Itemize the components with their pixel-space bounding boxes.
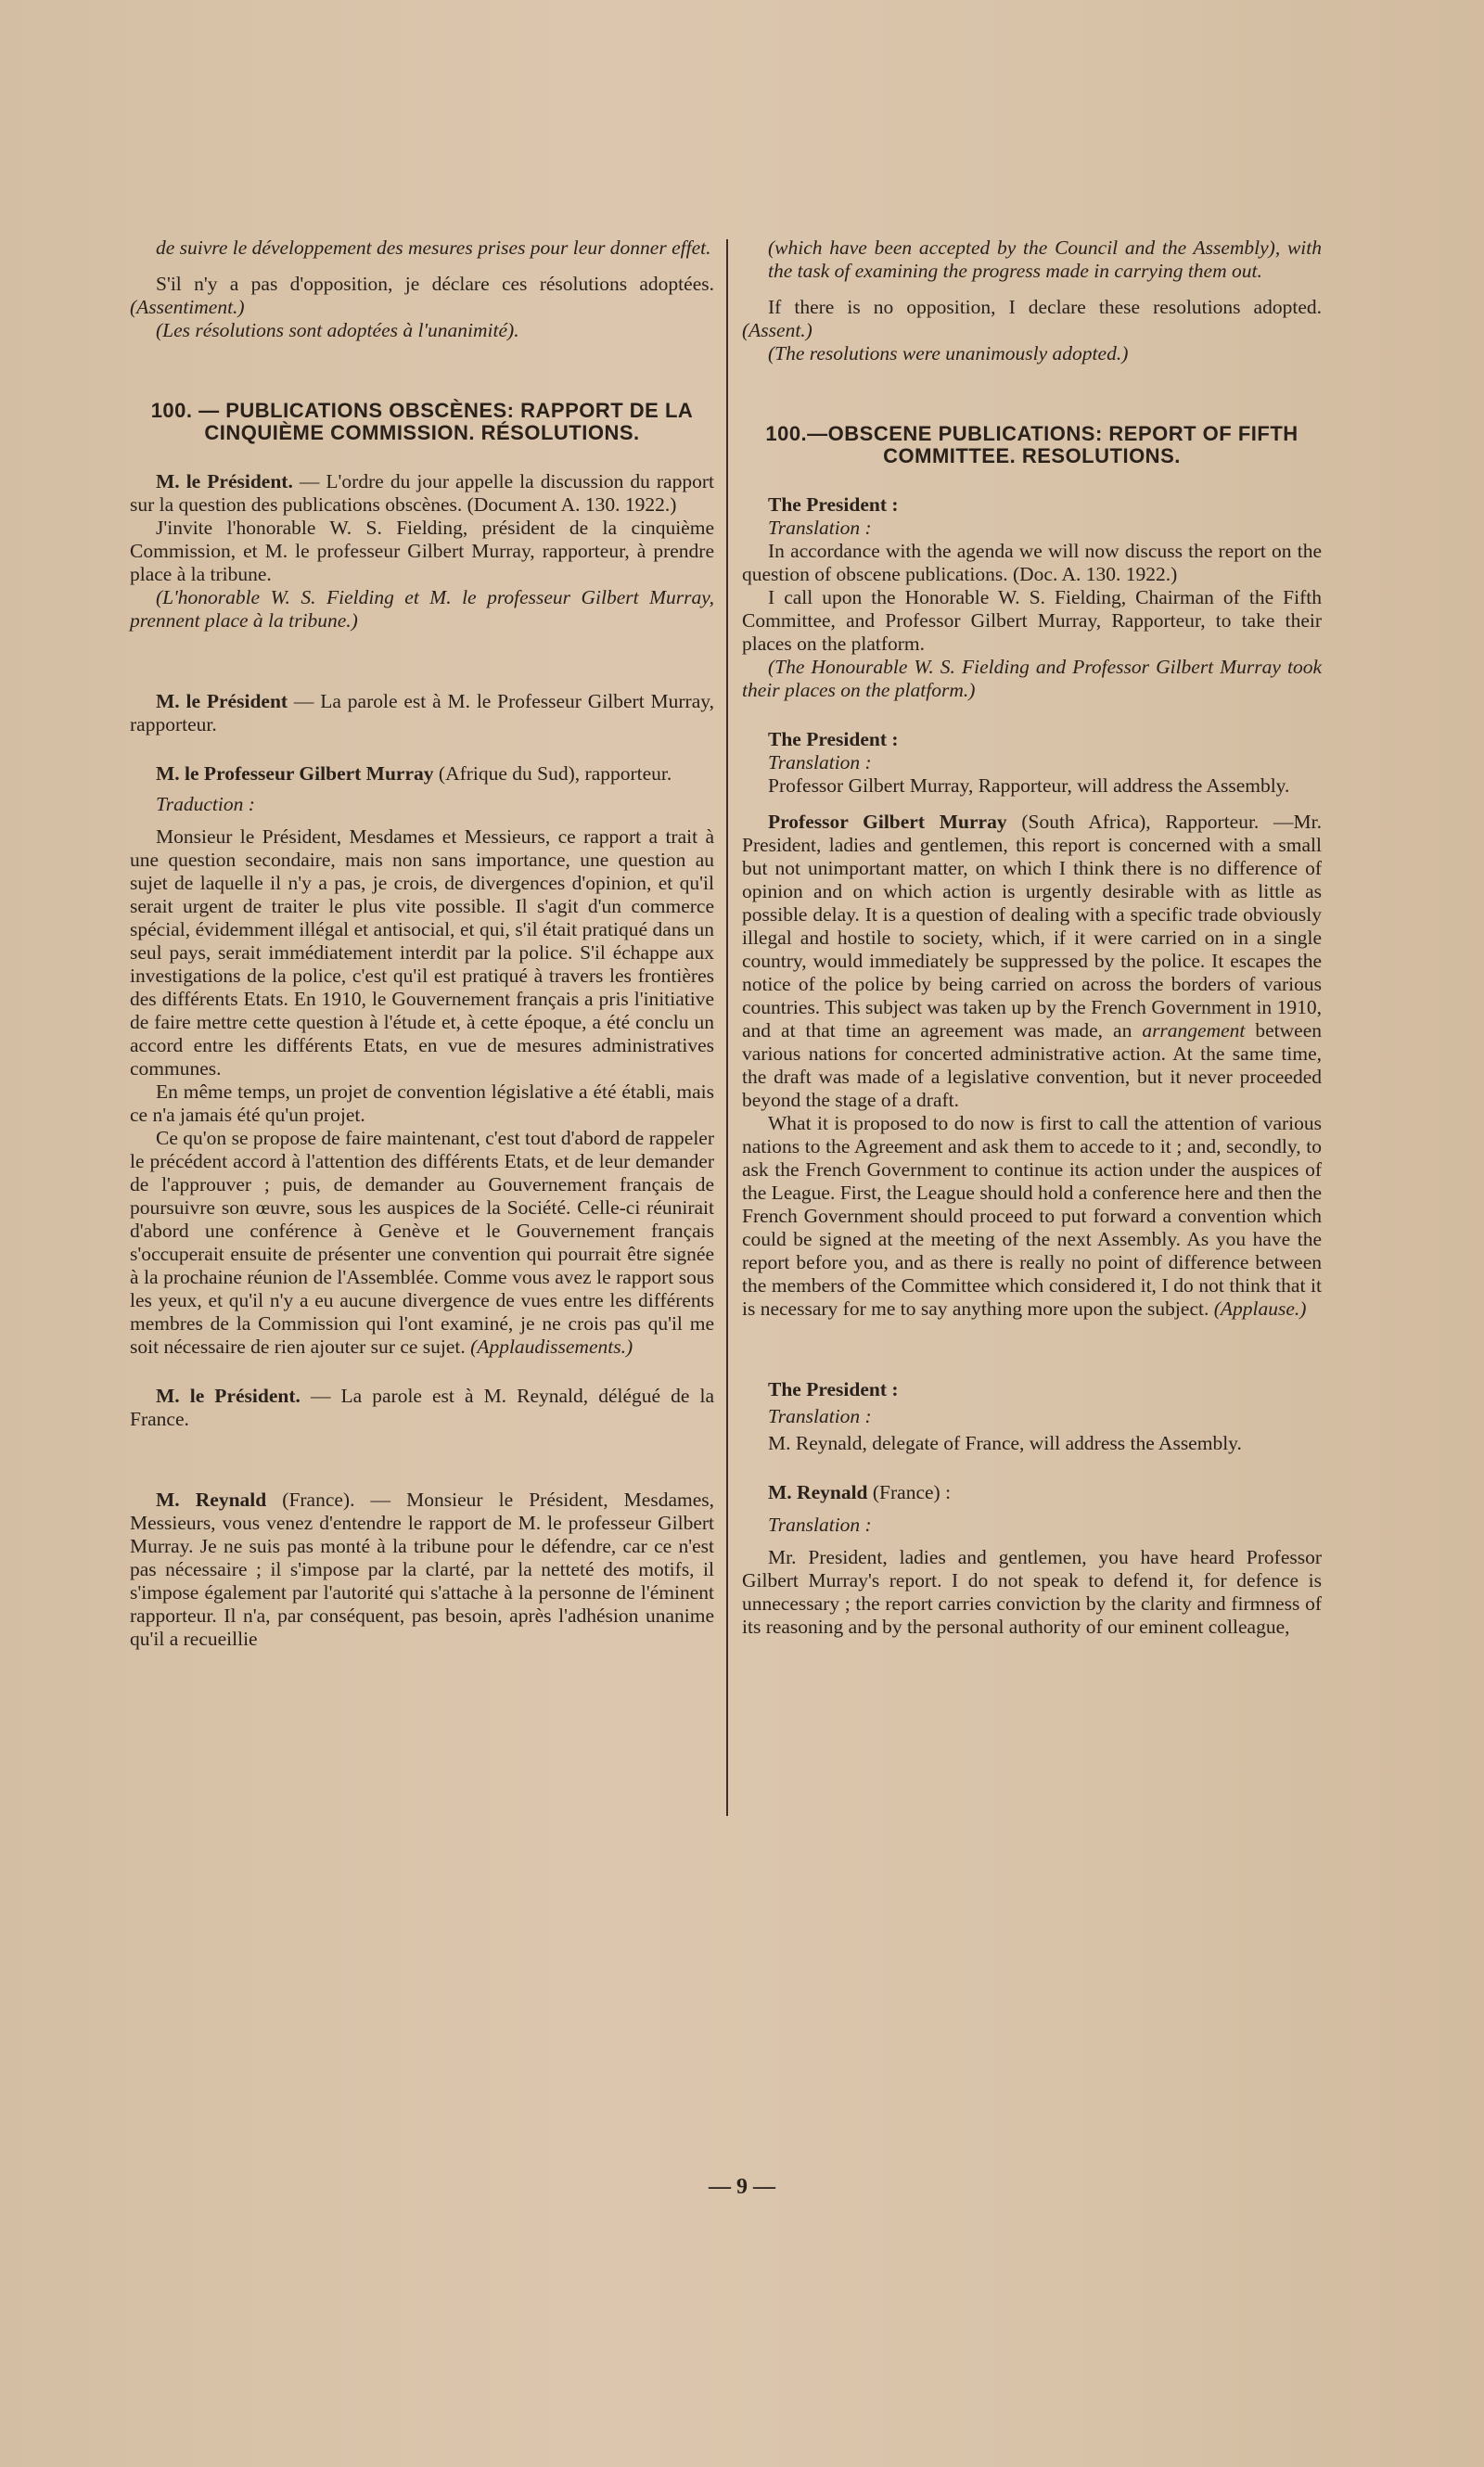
fr-stage-note: (L'honorable W. S. Fielding et M. le professeur Gilbert Murray, prennent place à la tribune.): [130, 586, 714, 632]
en-translation-label: Translation :: [768, 751, 872, 773]
en-president-2-text: Professor Gilbert Murray, Rapporteur, will address the Assembly.: [768, 774, 1290, 797]
page-number: — 9 —: [709, 2175, 775, 2199]
column-divider: [726, 239, 728, 1816]
en-applause-note: (Applause.): [1213, 1297, 1307, 1320]
en-continuation: (which have been accepted by the Council and the Assembly), with the task of examining the progress made in carrying them out.: [768, 236, 1322, 282]
en-reynald-speaker: [742, 1481, 1322, 1504]
fr-murray-intro: [130, 762, 714, 786]
french-column: [130, 236, 714, 1651]
fr-murray-p3: [130, 1127, 714, 1359]
speech-text: What it is proposed to do now is first to call the attention of various nations to the Agreement and ask them to accede to it ; and, secondly, to ask the French Government to continue its action under the auspices of the League. First, the League should hold a conference here and then the French Government should proceed to put forward a convention which could be signed at the meeting of the next Assembly. As you have the report before you, and as there is really no point of difference between the members of the Committee which considered it, I do not think that it is necessary for me to say anything more upon the subject.: [742, 1112, 1322, 1320]
fr-continuation: de suivre le développement des mesures prises pour leur donner effet.: [156, 236, 711, 259]
fr-traduction-label: Traduction :: [156, 793, 255, 815]
speaker-name: M. le Président: [156, 690, 288, 712]
en-assent-note: (Assent.): [742, 319, 812, 341]
emphasis-term: arrangement: [1142, 1019, 1246, 1042]
speech-text: between various nations for concerted administrative action. At the same time, the draft was made of a legislative convention, but it never proceeded beyond the stage of a draft.: [742, 1019, 1323, 1111]
en-adoption-paragraph: [742, 296, 1322, 342]
en-translation-label: Translation :: [768, 1514, 872, 1536]
speaker-name: M. le Président.: [156, 1385, 301, 1407]
speaker-name: M. Reynald: [768, 1481, 868, 1503]
en-murray: [742, 811, 1322, 1112]
fr-murray-p1: Monsieur le Président, Mesdames et Messieurs, ce rapport a trait à une question secondaire, mais non sans importance, une question au sujet de laquelle il n'y a pas, je crois, de divergences d'opinion, et qu'il serait urgent de traiter le plus vite possible. Il s'agit d'un commerce spécial, évidemment illégal et antisocial, et qui, s'il était pratiqué dans un seul pays, serait immédiatement interdit par la police. S'il échappe aux investigations de la police, c'est qu'il est pratiqué à travers les frontières des différents Etats. En 1910, le Gouvernement français a pris l'initiative de faire mettre cette question à l'étude et, à cette époque, a été conclu un accord entre les différents Etats, en vue de mesures administratives communes.: [130, 825, 714, 1080]
speech-text: (France). — Monsieur le Président, Mesdames, Messieurs, vous venez d'entendre le rapport de M. le professeur Gilbert Murray. Je ne suis pas monté à la tribune pour le défendre, car ce n'est pas nécessaire ; il s'impose par la clarté, par la netteté des motifs, il s'impose également par l'autorité qui s'attache à la personne de l'éminent rapporteur. Il n'a, par conséquent, pas besoin, après l'adhésion unanime qu'il a recueillie: [130, 1489, 714, 1650]
fr-president-4: [130, 1385, 714, 1431]
speaker-name: M. Reynald: [156, 1489, 267, 1511]
fr-adoption-paragraph: [130, 273, 714, 319]
en-president-1-p1: In accordance with the agenda we will now discuss the report on the question of obscene publications. (Doc. A. 130. 1922.): [742, 540, 1322, 585]
speech-text: — La parole est à M. le Professeur Gilbert Murray, rapporteur.: [130, 690, 714, 735]
speech-text: Ce qu'on se propose de faire maintenant, c'est tout d'abord de rappeler le précédent accord à l'attention des différents Etats, et de leur demander de l'approuver ; puis, de demander au Gouvernement français de poursuivre son œuvre, sous les auspices de la Société. Celle-ci réunirait d'abord une conférence à Genève et le Gouvernement français s'occuperait ensuite de présenter une convention qui pourrait être signée à la prochaine réunion de l'Assemblée. Comme vous avez le rapport sous les yeux, et qu'il n'y a eu aucune divergence de vues entre les différents membres de la Commission qui l'ont examiné, je ne crois pas qu'il me soit nécessaire de rien ajouter sur ce sujet.: [130, 1127, 714, 1358]
speaker-name: Professor Gilbert Murray: [768, 811, 1007, 833]
en-reynald-text: Mr. President, ladies and gentlemen, you have heard Professor Gilbert Murray's report. I do not speak to defend it, for defence is unnecessary ; the report carries conviction by the clarity and firmness of its reasoning and by the personal authority of our eminent colleague,: [742, 1546, 1322, 1638]
en-president-1-p2: I call upon the Honorable W. S. Fielding, Chairman of the Fifth Committee, and Professor Gilbert Murray, Rapporteur, to take their places on the platform.: [742, 586, 1322, 655]
fr-murray-p2: En même temps, un projet de convention législative a été établi, mais ce n'a jamais été qu'un projet.: [130, 1080, 714, 1126]
fr-reynald: [130, 1489, 714, 1651]
speech-text: — La parole est à M. Reynald, délégué de la France.: [130, 1385, 714, 1430]
fr-adoption-text: S'il n'y a pas d'opposition, je déclare ces résolutions adoptées.: [156, 273, 714, 295]
speech-text: (South Africa), Rapporteur. —Mr. President, ladies and gentlemen, this report is concerned with a small but not unimportant matter, on which I think there is no difference of opinion and on which action is urgently desirable with as little as possible delay. It is a question of dealing with a specific trade obviously illegal and hostile to society, which, if it were carried on in a single country, would immediately be suppressed by the police. It escapes the notice of the police by being carried on across the borders of various countries. This subject was taken up by the French Government in 1910, and at that time an agreement was made, an: [742, 811, 1323, 1042]
fr-president-1: [130, 470, 714, 517]
en-president-4-text: M. Reynald, delegate of France, will address the Assembly.: [768, 1432, 1242, 1454]
en-stage-note: (The Honourable W. S. Fielding and Professor Gilbert Murray took their places on the platform.): [742, 656, 1322, 701]
speaker-name: M. le Professeur Gilbert Murray: [156, 762, 434, 785]
speaker-country: (France) :: [872, 1481, 952, 1503]
fr-president-1-invite: J'invite l'honorable W. S. Fielding, président de la cinquième Commission, et M. le professeur Gilbert Murray, rapporteur, à prendre place à la tribune.: [130, 517, 714, 585]
en-translation-label: Translation :: [768, 517, 872, 539]
fr-section-heading: 100. — PUBLICATIONS OBSCÈNES: RAPPORT DE LA CINQUIÈME COMMISSION. RÉSOLUTIONS.: [150, 399, 694, 444]
en-adoption-text: If there is no opposition, I declare these resolutions adopted.: [768, 296, 1322, 318]
speaker-name: M. le Président.: [156, 470, 293, 492]
en-president-2-speaker: The President :: [768, 728, 899, 750]
en-translation-label: Translation :: [768, 1405, 872, 1427]
fr-applause-note: (Applaudissements.): [470, 1336, 633, 1358]
fr-unanimous-note: (Les résolutions sont adoptées à l'unanimité).: [156, 319, 519, 341]
fr-assent-note: (Assentiment.): [130, 296, 245, 318]
en-president-1-speaker: The President :: [768, 493, 899, 516]
en-president-4-speaker: The President :: [768, 1378, 899, 1400]
speech-text: — L'ordre du jour appelle la discussion du rapport sur la question des publications obscènes. (Document A. 130. 1922.): [130, 470, 714, 516]
english-column: [742, 236, 1322, 1639]
speech-text: (Afrique du Sud), rapporteur.: [438, 762, 672, 785]
en-murray-p2: [742, 1112, 1322, 1321]
en-section-heading: 100.—OBSCENE PUBLICATIONS: REPORT OF FIFTH COMMITTEE. RESOLUTIONS.: [765, 422, 1298, 467]
en-unanimous-note: (The resolutions were unanimously adopted.): [768, 342, 1129, 364]
fr-president-2: [130, 690, 714, 736]
